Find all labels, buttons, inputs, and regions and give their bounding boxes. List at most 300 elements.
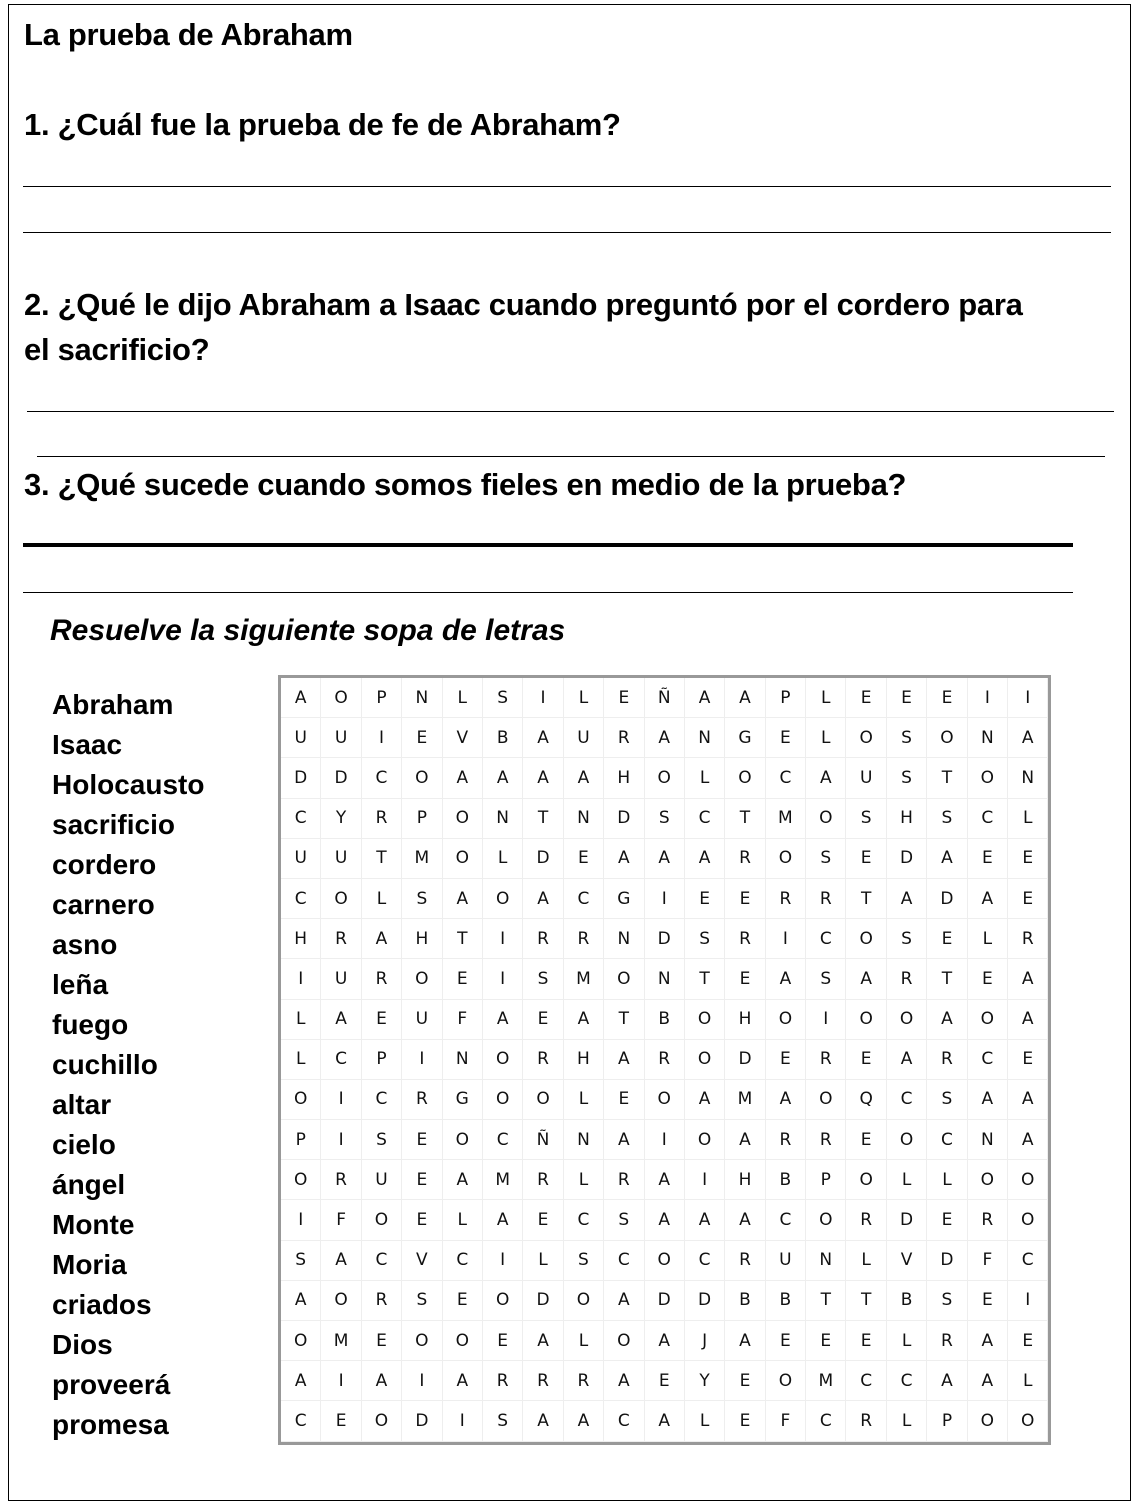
grid-cell[interactable]: I [645,879,685,919]
grid-cell[interactable]: C [281,1401,321,1441]
grid-cell[interactable]: R [766,879,806,919]
grid-cell[interactable]: A [1008,1120,1048,1160]
grid-cell[interactable]: D [604,799,644,839]
grid-cell[interactable]: E [725,959,765,999]
grid-cell[interactable]: E [483,1321,523,1361]
grid-cell[interactable]: A [443,1160,483,1200]
grid-cell[interactable]: O [523,1080,563,1120]
grid-cell[interactable]: B [645,1000,685,1040]
grid-cell[interactable]: T [846,1281,886,1321]
grid-cell[interactable]: O [645,1241,685,1281]
grid-cell[interactable]: R [725,839,765,879]
grid-cell[interactable]: T [523,799,563,839]
grid-cell[interactable]: I [645,1120,685,1160]
grid-cell[interactable]: L [685,1401,725,1441]
grid-cell[interactable]: A [846,959,886,999]
answer-line[interactable] [37,456,1105,457]
grid-cell[interactable]: I [685,1160,725,1200]
grid-cell[interactable]: L [846,1241,886,1281]
grid-cell[interactable]: R [523,1361,563,1401]
grid-cell[interactable]: E [443,1281,483,1321]
grid-cell[interactable]: C [564,879,604,919]
grid-cell[interactable]: O [483,1080,523,1120]
grid-cell[interactable]: V [402,1241,442,1281]
grid-cell[interactable]: E [766,1321,806,1361]
grid-cell[interactable]: L [927,1160,967,1200]
grid-cell[interactable]: L [483,839,523,879]
grid-cell[interactable]: L [564,1080,604,1120]
grid-cell[interactable]: U [321,718,361,758]
grid-cell[interactable]: A [483,1200,523,1240]
grid-cell[interactable]: S [402,879,442,919]
grid-cell[interactable]: R [523,919,563,959]
grid-cell[interactable]: O [766,839,806,879]
grid-cell[interactable]: I [806,1000,846,1040]
grid-cell[interactable]: O [321,1281,361,1321]
grid-cell[interactable]: C [685,799,725,839]
grid-cell[interactable]: O [968,1401,1008,1441]
grid-cell[interactable]: U [281,718,321,758]
grid-cell[interactable]: F [321,1200,361,1240]
grid-cell[interactable]: T [927,758,967,798]
grid-cell[interactable]: R [887,959,927,999]
grid-cell[interactable]: O [402,1321,442,1361]
grid-cell[interactable]: A [685,1200,725,1240]
grid-cell[interactable]: R [483,1361,523,1401]
grid-cell[interactable]: E [402,718,442,758]
grid-cell[interactable]: A [685,839,725,879]
grid-cell[interactable]: P [362,678,402,718]
grid-cell[interactable]: S [523,959,563,999]
grid-cell[interactable]: H [402,919,442,959]
grid-cell[interactable]: P [402,799,442,839]
grid-cell[interactable]: O [281,1321,321,1361]
grid-cell[interactable]: Y [321,799,361,839]
grid-cell[interactable]: A [483,758,523,798]
grid-cell[interactable]: E [927,919,967,959]
grid-cell[interactable]: V [443,718,483,758]
grid-cell[interactable]: N [968,718,1008,758]
grid-cell[interactable]: E [725,879,765,919]
grid-cell[interactable]: R [321,919,361,959]
grid-cell[interactable]: C [604,1241,644,1281]
grid-cell[interactable]: E [443,959,483,999]
grid-cell[interactable]: E [846,1040,886,1080]
grid-cell[interactable]: D [685,1281,725,1321]
grid-cell[interactable]: C [968,1040,1008,1080]
grid-cell[interactable]: R [766,1120,806,1160]
grid-cell[interactable]: E [927,1200,967,1240]
grid-cell[interactable]: B [766,1281,806,1321]
grid-cell[interactable]: A [443,879,483,919]
grid-cell[interactable]: E [402,1120,442,1160]
grid-cell[interactable]: L [564,678,604,718]
grid-cell[interactable]: C [362,1080,402,1120]
grid-cell[interactable]: E [887,678,927,718]
grid-cell[interactable]: A [604,1120,644,1160]
grid-cell[interactable]: R [927,1321,967,1361]
grid-cell[interactable]: C [564,1200,604,1240]
grid-cell[interactable]: R [362,1281,402,1321]
grid-cell[interactable]: I [443,1401,483,1441]
grid-cell[interactable]: V [887,1241,927,1281]
grid-cell[interactable]: I [281,959,321,999]
grid-cell[interactable]: P [806,1160,846,1200]
grid-cell[interactable]: O [846,718,886,758]
grid-cell[interactable]: A [564,758,604,798]
grid-cell[interactable]: U [281,839,321,879]
grid-cell[interactable]: I [1008,678,1048,718]
grid-cell[interactable]: A [362,919,402,959]
grid-cell[interactable]: E [321,1401,361,1441]
grid-cell[interactable]: C [806,1401,846,1441]
grid-cell[interactable]: O [362,1200,402,1240]
grid-cell[interactable]: M [564,959,604,999]
grid-cell[interactable]: O [604,1321,644,1361]
grid-cell[interactable]: E [968,839,1008,879]
grid-cell[interactable]: R [645,1040,685,1080]
grid-cell[interactable]: C [281,879,321,919]
grid-cell[interactable]: E [604,678,644,718]
grid-cell[interactable]: O [321,879,361,919]
grid-cell[interactable]: D [645,919,685,959]
grid-cell[interactable]: E [685,879,725,919]
grid-cell[interactable]: C [766,1200,806,1240]
grid-cell[interactable]: S [604,1200,644,1240]
grid-cell[interactable]: O [443,799,483,839]
grid-cell[interactable]: A [321,1241,361,1281]
grid-cell[interactable]: E [362,1000,402,1040]
grid-cell[interactable]: O [281,1160,321,1200]
grid-cell[interactable]: I [766,919,806,959]
grid-cell[interactable]: A [523,1401,563,1441]
grid-cell[interactable]: E [766,1040,806,1080]
grid-cell[interactable]: L [281,1000,321,1040]
answer-line[interactable] [23,186,1111,187]
grid-cell[interactable]: D [927,879,967,919]
grid-cell[interactable]: S [564,1241,604,1281]
grid-cell[interactable]: A [766,959,806,999]
grid-cell[interactable]: P [927,1401,967,1441]
grid-cell[interactable]: P [362,1040,402,1080]
grid-cell[interactable]: A [1008,1000,1048,1040]
grid-cell[interactable]: I [321,1120,361,1160]
grid-cell[interactable]: S [483,678,523,718]
grid-cell[interactable]: O [281,1080,321,1120]
grid-cell[interactable]: L [564,1160,604,1200]
grid-cell[interactable]: A [968,879,1008,919]
grid-cell[interactable]: B [887,1281,927,1321]
grid-cell[interactable]: G [604,879,644,919]
grid-cell[interactable]: A [725,1120,765,1160]
grid-cell[interactable]: O [766,1361,806,1401]
grid-cell[interactable]: A [968,1321,1008,1361]
grid-cell[interactable]: O [685,1000,725,1040]
grid-cell[interactable]: D [645,1281,685,1321]
grid-cell[interactable]: D [321,758,361,798]
grid-cell[interactable]: O [685,1120,725,1160]
grid-cell[interactable]: R [725,919,765,959]
grid-cell[interactable]: S [806,839,846,879]
grid-cell[interactable]: O [645,758,685,798]
grid-cell[interactable]: O [645,1080,685,1120]
grid-cell[interactable]: O [443,839,483,879]
grid-cell[interactable]: N [645,959,685,999]
grid-cell[interactable]: O [604,959,644,999]
grid-cell[interactable]: R [806,879,846,919]
grid-cell[interactable]: C [483,1120,523,1160]
grid-cell[interactable]: C [685,1241,725,1281]
grid-cell[interactable]: I [321,1361,361,1401]
grid-cell[interactable]: E [523,1000,563,1040]
grid-cell[interactable]: R [604,1160,644,1200]
grid-cell[interactable]: O [1008,1200,1048,1240]
grid-cell[interactable]: M [483,1160,523,1200]
answer-line[interactable] [23,543,1073,547]
grid-cell[interactable]: A [645,718,685,758]
grid-cell[interactable]: A [362,1361,402,1401]
grid-cell[interactable]: A [927,1000,967,1040]
grid-cell[interactable]: R [806,1040,846,1080]
grid-cell[interactable]: G [725,718,765,758]
grid-cell[interactable]: M [725,1080,765,1120]
grid-cell[interactable]: R [564,1361,604,1401]
grid-cell[interactable]: O [483,1040,523,1080]
grid-cell[interactable]: E [846,839,886,879]
grid-cell[interactable]: O [564,1281,604,1321]
grid-cell[interactable]: P [281,1120,321,1160]
grid-cell[interactable]: E [846,1321,886,1361]
grid-cell[interactable]: C [968,799,1008,839]
grid-cell[interactable]: F [443,1000,483,1040]
grid-cell[interactable]: N [1008,758,1048,798]
grid-cell[interactable]: D [523,1281,563,1321]
grid-cell[interactable]: E [846,1120,886,1160]
grid-cell[interactable]: I [402,1040,442,1080]
grid-cell[interactable]: E [968,1281,1008,1321]
grid-cell[interactable]: T [806,1281,846,1321]
grid-cell[interactable]: L [1008,1361,1048,1401]
grid-cell[interactable]: A [968,1361,1008,1401]
grid-cell[interactable]: N [564,799,604,839]
grid-cell[interactable]: N [483,799,523,839]
grid-cell[interactable]: E [725,1401,765,1441]
grid-cell[interactable]: I [321,1080,361,1120]
grid-cell[interactable]: P [766,678,806,718]
grid-cell[interactable]: D [725,1040,765,1080]
grid-cell[interactable]: O [927,718,967,758]
grid-cell[interactable]: E [1008,1040,1048,1080]
grid-cell[interactable]: A [523,879,563,919]
grid-cell[interactable]: N [564,1120,604,1160]
grid-cell[interactable]: T [927,959,967,999]
grid-cell[interactable]: C [1008,1241,1048,1281]
grid-cell[interactable]: R [846,1200,886,1240]
grid-cell[interactable]: U [564,718,604,758]
grid-cell[interactable]: L [1008,799,1048,839]
grid-cell[interactable]: I [1008,1281,1048,1321]
grid-cell[interactable]: I [483,1241,523,1281]
grid-cell[interactable]: E [846,678,886,718]
grid-cell[interactable]: B [766,1160,806,1200]
grid-cell[interactable]: I [281,1200,321,1240]
grid-cell[interactable]: O [806,799,846,839]
grid-cell[interactable]: T [685,959,725,999]
grid-cell[interactable]: R [523,1040,563,1080]
grid-cell[interactable]: A [483,1000,523,1040]
grid-cell[interactable]: S [281,1241,321,1281]
grid-cell[interactable]: R [362,959,402,999]
grid-cell[interactable]: A [604,1361,644,1401]
grid-cell[interactable]: A [725,1321,765,1361]
grid-cell[interactable]: S [846,799,886,839]
grid-cell[interactable]: T [846,879,886,919]
grid-cell[interactable]: M [766,799,806,839]
grid-cell[interactable]: E [362,1321,402,1361]
grid-cell[interactable]: N [443,1040,483,1080]
grid-cell[interactable]: R [321,1160,361,1200]
grid-cell[interactable]: O [887,1120,927,1160]
answer-line[interactable] [23,232,1111,233]
grid-cell[interactable]: O [846,1000,886,1040]
grid-cell[interactable]: I [483,959,523,999]
grid-cell[interactable]: M [402,839,442,879]
grid-cell[interactable]: A [766,1080,806,1120]
grid-cell[interactable]: E [806,1321,846,1361]
grid-cell[interactable]: O [443,1321,483,1361]
grid-cell[interactable]: A [523,1321,563,1361]
grid-cell[interactable]: N [604,919,644,959]
grid-cell[interactable]: A [281,1281,321,1321]
grid-cell[interactable]: O [483,879,523,919]
grid-cell[interactable]: N [968,1120,1008,1160]
grid-cell[interactable]: H [725,1000,765,1040]
grid-cell[interactable]: A [725,678,765,718]
grid-cell[interactable]: O [685,1040,725,1080]
grid-cell[interactable]: I [402,1361,442,1401]
grid-cell[interactable]: A [887,879,927,919]
grid-cell[interactable]: E [1008,1321,1048,1361]
grid-cell[interactable]: E [766,718,806,758]
grid-cell[interactable]: U [362,1160,402,1200]
grid-cell[interactable]: O [362,1401,402,1441]
answer-line[interactable] [23,592,1073,593]
grid-cell[interactable]: A [968,1080,1008,1120]
grid-cell[interactable]: I [968,678,1008,718]
grid-cell[interactable]: H [564,1040,604,1080]
grid-cell[interactable]: C [887,1080,927,1120]
grid-cell[interactable]: L [968,919,1008,959]
grid-cell[interactable]: O [968,758,1008,798]
grid-cell[interactable]: C [806,919,846,959]
grid-cell[interactable]: S [685,919,725,959]
grid-cell[interactable]: R [523,1160,563,1200]
grid-cell[interactable]: R [927,1040,967,1080]
grid-cell[interactable]: U [402,1000,442,1040]
grid-cell[interactable]: I [362,718,402,758]
grid-cell[interactable]: R [806,1120,846,1160]
grid-cell[interactable]: H [281,919,321,959]
grid-cell[interactable]: Ñ [523,1120,563,1160]
grid-cell[interactable]: S [806,959,846,999]
grid-cell[interactable]: O [1008,1160,1048,1200]
grid-cell[interactable]: N [685,718,725,758]
grid-cell[interactable]: E [645,1361,685,1401]
grid-cell[interactable]: U [321,839,361,879]
grid-cell[interactable]: L [685,758,725,798]
grid-cell[interactable]: T [604,1000,644,1040]
grid-cell[interactable]: A [685,1080,725,1120]
grid-cell[interactable]: L [806,718,846,758]
grid-cell[interactable]: L [443,678,483,718]
grid-cell[interactable]: L [806,678,846,718]
grid-cell[interactable]: A [645,1200,685,1240]
grid-cell[interactable]: O [806,1080,846,1120]
grid-cell[interactable]: D [402,1401,442,1441]
grid-cell[interactable]: A [645,1160,685,1200]
grid-cell[interactable]: A [604,1281,644,1321]
grid-cell[interactable]: E [564,839,604,879]
grid-cell[interactable]: E [402,1200,442,1240]
grid-cell[interactable]: L [887,1160,927,1200]
grid-cell[interactable]: O [321,678,361,718]
grid-cell[interactable]: A [887,1040,927,1080]
grid-cell[interactable]: E [1008,839,1048,879]
grid-cell[interactable]: L [443,1200,483,1240]
grid-cell[interactable]: S [887,919,927,959]
grid-cell[interactable]: O [968,1000,1008,1040]
grid-cell[interactable]: U [321,959,361,999]
grid-cell[interactable]: H [887,799,927,839]
grid-cell[interactable]: R [968,1200,1008,1240]
grid-cell[interactable]: A [443,1361,483,1401]
grid-cell[interactable]: H [604,758,644,798]
grid-cell[interactable]: D [523,839,563,879]
grid-cell[interactable]: C [766,758,806,798]
grid-cell[interactable]: R [604,718,644,758]
grid-cell[interactable]: E [402,1160,442,1200]
grid-cell[interactable]: O [443,1120,483,1160]
grid-cell[interactable]: R [362,799,402,839]
grid-cell[interactable]: D [887,1200,927,1240]
grid-cell[interactable]: B [483,718,523,758]
grid-cell[interactable]: I [523,678,563,718]
grid-cell[interactable]: A [685,678,725,718]
grid-cell[interactable]: A [645,1321,685,1361]
grid-cell[interactable]: E [604,1080,644,1120]
grid-cell[interactable]: O [806,1200,846,1240]
grid-cell[interactable]: M [321,1321,361,1361]
grid-cell[interactable]: C [927,1120,967,1160]
grid-cell[interactable]: T [362,839,402,879]
grid-cell[interactable]: C [887,1361,927,1401]
grid-cell[interactable]: A [523,718,563,758]
grid-cell[interactable]: A [1008,959,1048,999]
grid-cell[interactable]: C [362,758,402,798]
grid-cell[interactable]: G [443,1080,483,1120]
grid-cell[interactable]: L [887,1401,927,1441]
grid-cell[interactable]: O [1008,1401,1048,1441]
grid-cell[interactable]: A [281,1361,321,1401]
grid-cell[interactable]: A [1008,1080,1048,1120]
grid-cell[interactable]: A [604,1040,644,1080]
grid-cell[interactable]: L [523,1241,563,1281]
grid-cell[interactable]: H [725,1160,765,1200]
grid-cell[interactable]: O [402,959,442,999]
grid-cell[interactable]: C [362,1241,402,1281]
grid-cell[interactable]: O [846,919,886,959]
grid-cell[interactable]: N [806,1241,846,1281]
